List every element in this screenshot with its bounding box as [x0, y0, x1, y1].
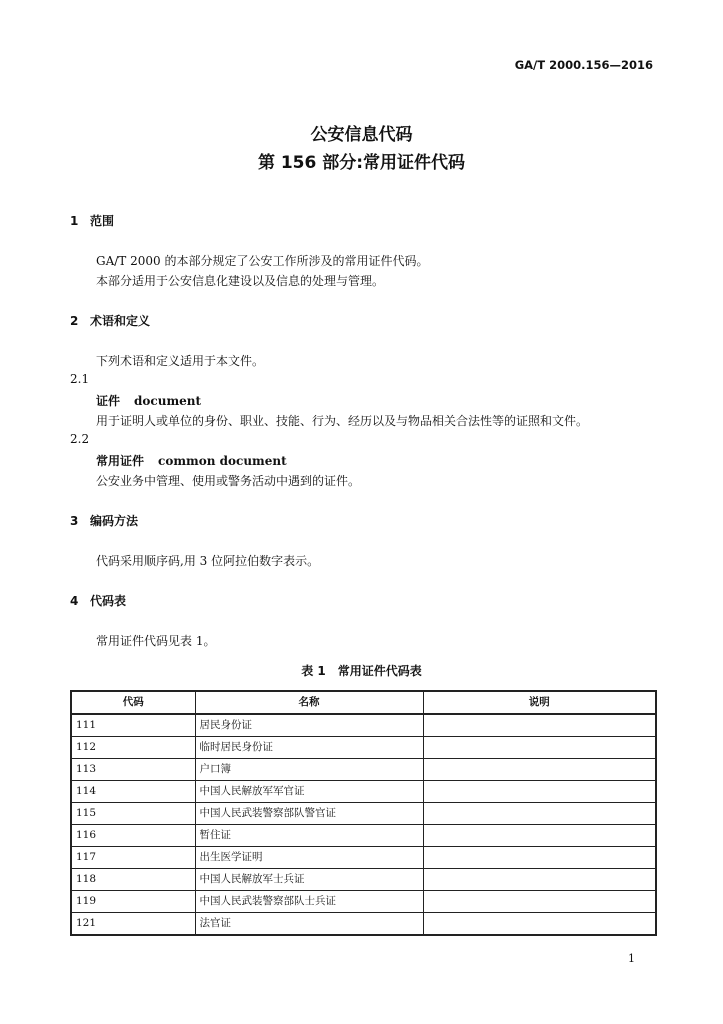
section-title: 范围 [90, 214, 115, 228]
cell-name: 法官证 [195, 913, 423, 936]
cell-note [423, 847, 656, 869]
cell-name: 中国人民解放军军官证 [195, 781, 423, 803]
table-header-row [71, 691, 656, 714]
section-2-heading [70, 312, 150, 329]
paragraph: GA/T 2000 的本部分规定了公安工作所涉及的常用证件代码。 [96, 254, 429, 268]
standard-number: GA/T 2000.156—2016 [514, 58, 653, 72]
term-en: document [134, 394, 202, 408]
cell-code: 113 [71, 759, 195, 781]
cell-name: 居民身份证 [195, 714, 423, 737]
cell-code: 118 [71, 869, 195, 891]
section-title: 代码表 [90, 594, 127, 608]
cell-name: 中国人民武装警察部队警官证 [195, 803, 423, 825]
cell-name: 临时居民身份证 [195, 737, 423, 759]
cell-note [423, 737, 656, 759]
section-number: 2 [70, 314, 79, 328]
document-subtitle: 第 156 部分:常用证件代码 [257, 153, 466, 173]
cell-note [423, 913, 656, 936]
cell-code: 121 [71, 913, 195, 936]
term-entry [96, 392, 201, 409]
section-title: 编码方法 [90, 514, 139, 528]
cell-code: 116 [71, 825, 195, 847]
section-number: 4 [70, 594, 79, 608]
table-row [71, 825, 656, 847]
table-row [71, 714, 656, 737]
cell-code: 111 [71, 714, 195, 737]
header-name: 名称 [195, 691, 423, 714]
term-number: 2.2 [70, 432, 90, 446]
term-zh: 常用证件 [96, 454, 145, 468]
paragraph: 本部分适用于公安信息化建设以及信息的处理与管理。 [96, 274, 385, 288]
table-row [71, 869, 656, 891]
header-code: 代码 [71, 691, 195, 714]
cell-note [423, 869, 656, 891]
term-en: common document [158, 454, 287, 468]
section-4-heading [70, 592, 126, 609]
paragraph: 代码采用顺序码,用 3 位阿拉伯数字表示。 [96, 554, 320, 568]
table-row [71, 759, 656, 781]
table-row [71, 847, 656, 869]
term-number: 2.1 [70, 372, 90, 386]
section-number: 1 [70, 214, 79, 228]
section-3-heading [70, 512, 138, 529]
cell-name: 中国人民武装警察部队士兵证 [195, 891, 423, 913]
paragraph: 下列术语和定义适用于本文件。 [96, 354, 265, 368]
table-row [71, 913, 656, 936]
cell-code: 117 [71, 847, 195, 869]
paragraph: 常用证件代码见表 1。 [96, 634, 216, 648]
page-number: 1 [628, 952, 635, 965]
cell-code: 114 [71, 781, 195, 803]
cell-note [423, 781, 656, 803]
cell-note [423, 714, 656, 737]
document-title: 公安信息代码 [310, 125, 413, 145]
table-row [71, 803, 656, 825]
header-note: 说明 [423, 691, 656, 714]
section-title: 术语和定义 [90, 314, 151, 328]
cell-code: 119 [71, 891, 195, 913]
cell-name: 户口簿 [195, 759, 423, 781]
code-table [70, 690, 657, 936]
cell-note [423, 759, 656, 781]
term-definition: 公安业务中管理、使用或警务活动中遇到的证件。 [96, 474, 361, 488]
table-caption: 表 1 常用证件代码表 [301, 664, 422, 678]
section-number: 3 [70, 514, 79, 528]
section-1-heading [70, 212, 114, 229]
cell-note [423, 825, 656, 847]
table-row [71, 737, 656, 759]
cell-name: 出生医学证明 [195, 847, 423, 869]
cell-code: 112 [71, 737, 195, 759]
term-entry [96, 452, 287, 469]
table-row [71, 891, 656, 913]
cell-name: 中国人民解放军士兵证 [195, 869, 423, 891]
table-row [71, 781, 656, 803]
cell-code: 115 [71, 803, 195, 825]
term-zh: 证件 [96, 394, 121, 408]
term-definition: 用于证明人或单位的身份、职业、技能、行为、经历以及与物品相关合法性等的证照和文件。 [96, 414, 589, 428]
cell-note [423, 803, 656, 825]
cell-note [423, 891, 656, 913]
cell-name: 暂住证 [195, 825, 423, 847]
